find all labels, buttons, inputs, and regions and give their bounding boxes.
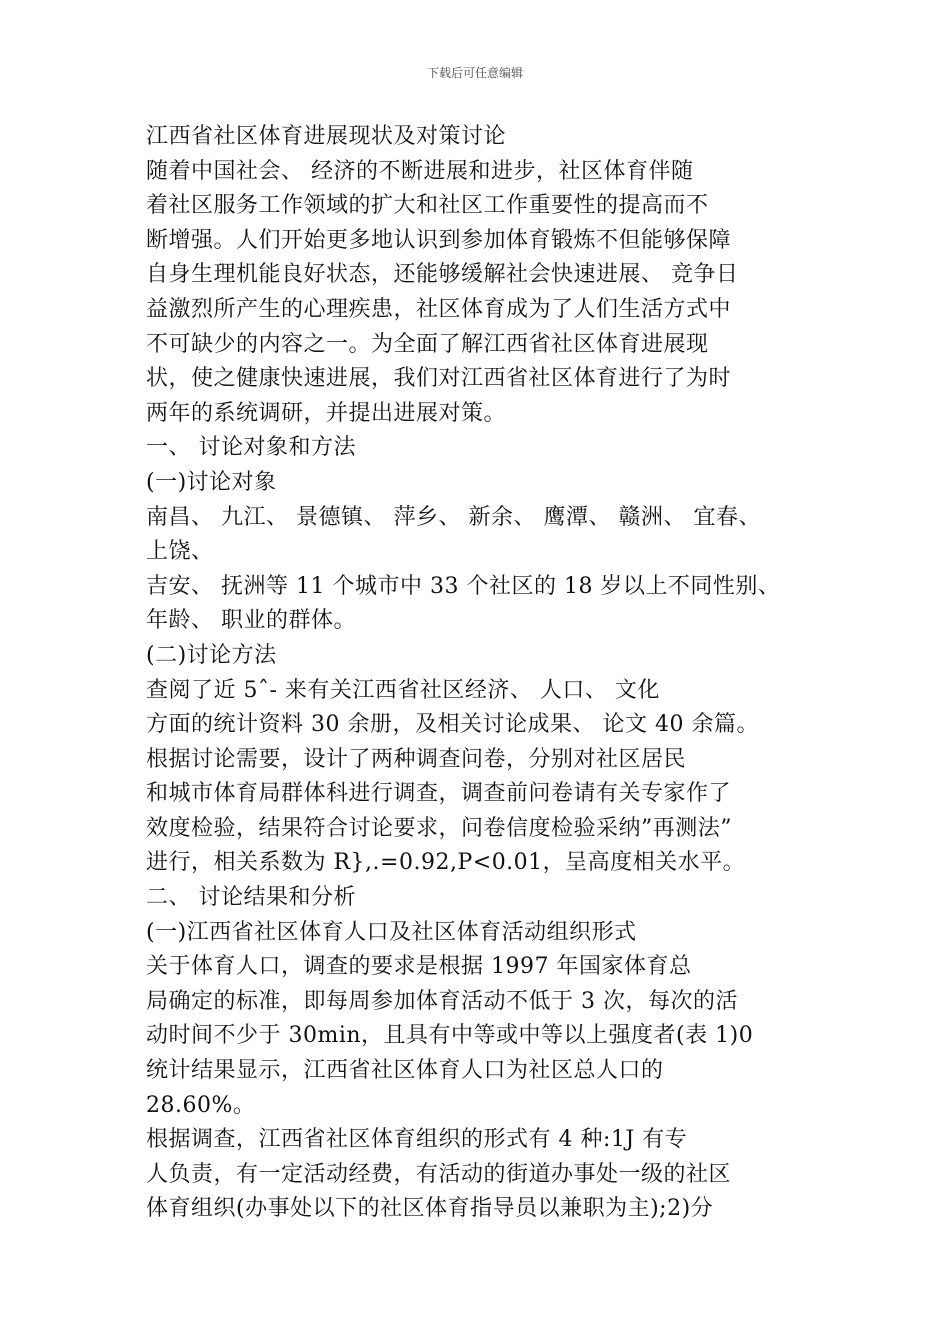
- text-line: 根据讨论需要，设计了两种调查问卷，分别对社区居民: [146, 746, 687, 772]
- text-line: 着社区服务工作领域的扩大和社区工作重要性的提高而不: [146, 193, 709, 219]
- text-line: 查阅了近 5ˆ- 来有关江西省社区经济、 人口、 文化: [146, 677, 660, 703]
- text-line: 自身生理机能良好状态，还能够缓解社会快速进展、 竞争日: [146, 262, 739, 288]
- document-body: [146, 120, 936, 1227]
- text-line: 两年的系统调研，并提出进展对策。: [146, 400, 507, 426]
- section-heading: 一、 讨论对象和方法: [146, 435, 356, 461]
- text-line: 28.60%。: [146, 1092, 256, 1118]
- text-line: 南昌、 九江、 景德镇、 萍乡、 新余、 鹰潭、 赣洲、 宜春、: [146, 504, 761, 530]
- document-title: 江西省社区体育进展现状及对策讨论: [146, 124, 507, 149]
- section-heading: 二、 讨论结果和分析: [146, 885, 356, 911]
- text-line: 方面的统计资料 30 余册，及相关讨论成果、 论文 40 余篇。: [146, 712, 759, 738]
- text-line: 关于体育人口，调查的要求是根据 1997 年国家体育总: [146, 954, 692, 980]
- text-line: 益激烈所产生的心理疾患，社区体育成为了人们生活方式中: [146, 296, 732, 322]
- text-line: 年龄、 职业的群体。: [146, 608, 356, 634]
- page-header-note: 下载后可任意编辑: [426, 66, 523, 80]
- subsection-heading: (一)讨论对象: [146, 469, 277, 495]
- text-line: 随着中国社会、 经济的不断进展和进步，社区体育伴随: [146, 158, 694, 184]
- text-line: 动时间不少于 30min，且具有中等或中等以上强度者(表 1)0: [146, 1023, 754, 1049]
- text-line: 断增强。人们开始更多地认识到参加体育锻炼不但能够保障: [146, 227, 732, 253]
- text-line: 统计结果显示，江西省社区体育人口为社区总人口的: [146, 1058, 664, 1084]
- text-line: 根据调查，江西省社区体育组织的形式有 4 种:1J 有专: [146, 1127, 688, 1153]
- subsection-heading: (二)讨论方法: [146, 642, 277, 668]
- text-line: 局确定的标准，即每周参加体育活动不低于 3 次，每次的活: [146, 988, 738, 1014]
- text-line: 进行，相关系数为 R},.=0.92,P<0.01，呈高度相关水平。: [146, 850, 746, 876]
- text-line: 和城市体育局群体科进行调查，调查前问卷请有关专家作了: [146, 781, 732, 807]
- text-line: 人负责，有一定活动经费，有活动的街道办事处一级的社区: [146, 1161, 732, 1187]
- text-line: 不可缺少的内容之一。为全面了解江西省社区体育进展现: [146, 331, 709, 357]
- text-line: 吉安、 抚洲等 11 个城市中 33 个社区的 18 岁以上不同性别、: [146, 573, 781, 599]
- text-line: 状，使之健康快速进展，我们对江西省社区体育进行了为时: [146, 366, 732, 392]
- text-line: 体育组织(办事处以下的社区体育指导员以兼职为主);2)分: [146, 1196, 714, 1222]
- subsection-heading: (一)江西省社区体育人口及社区体育活动组织形式: [146, 919, 637, 945]
- text-line: 上饶、: [146, 539, 214, 565]
- text-line: 效度检验，结果符合讨论要求，问卷信度检验采纳”再测法”: [146, 815, 732, 841]
